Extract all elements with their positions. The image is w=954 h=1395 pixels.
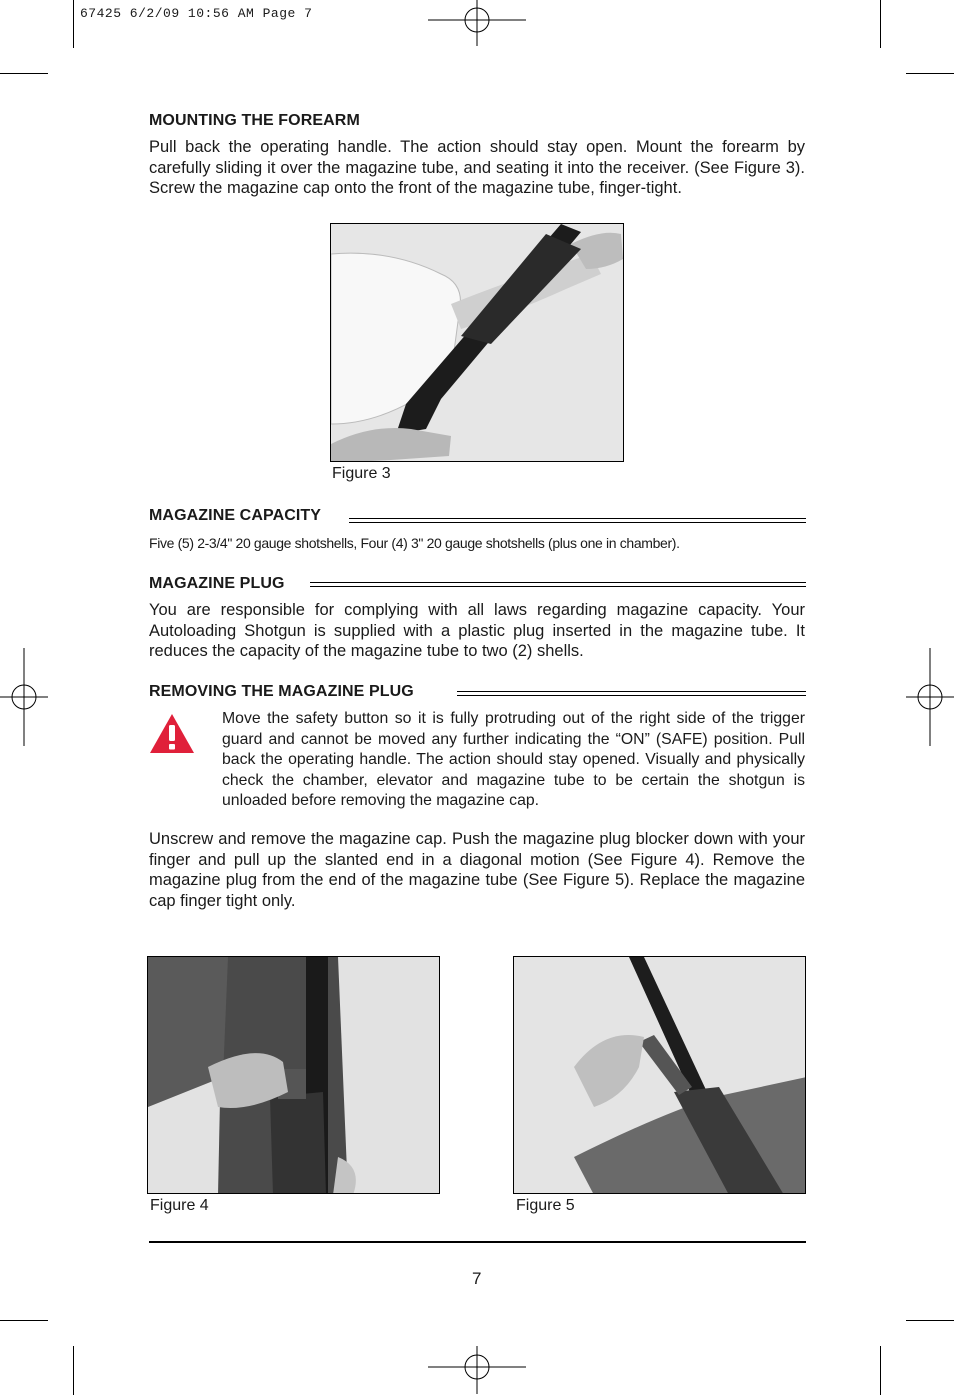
registration-mark-bottom bbox=[428, 1346, 528, 1395]
heading-removing-plug: REMOVING THE MAGAZINE PLUG bbox=[149, 683, 414, 700]
figure-5-caption: Figure 5 bbox=[516, 1197, 575, 1214]
footer-rule bbox=[149, 1241, 806, 1243]
page-number: 7 bbox=[472, 1269, 482, 1288]
capacity-text: Five (5) 2-3/4" 20 gauge shotshells, Four (4) 3" 20 gauge shotshells (plus one in chamber). bbox=[149, 535, 680, 551]
heading-magazine-capacity: MAGAZINE CAPACITY bbox=[149, 507, 322, 524]
print-slug: 67425 6/2/09 10:56 AM Page 7 bbox=[80, 6, 313, 21]
figure-4-photo bbox=[147, 956, 440, 1194]
figure-3-photo bbox=[330, 223, 624, 462]
warning-icon bbox=[148, 712, 196, 755]
figure-4-caption: Figure 4 bbox=[150, 1197, 209, 1214]
warning-paragraph: Move the safety button so it is fully protruding out of the right side of the trigger guard and cannot be moved any further indicating the “ON” (SAFE) position. Pull back the operating handle. The action should stay opened. Visually and physically check the chamber, elevator and magazine tube to be certain the shotgun is unloaded before removing the magazine cap. bbox=[222, 710, 805, 809]
registration-mark-top bbox=[428, 0, 528, 48]
registration-mark-right bbox=[904, 648, 954, 748]
figure-5-photo bbox=[513, 956, 806, 1194]
forearm-paragraph: Pull back the operating handle. The action should stay open. Mount the forearm by carefully sliding it over the magazine tube, and seating it into the receiver. (See Figure 3). Screw the magazine cap onto the front of the magazine tube, finger-tight. bbox=[149, 138, 805, 197]
heading-rule bbox=[457, 691, 806, 696]
plug-paragraph: You are responsible for complying with all laws regarding magazine capacity. Your Autoloading Shotgun is supplied with a plastic plug inserted in the magazine tube. It reduces the capacity of the magazine tube to two (2) shells. bbox=[149, 601, 805, 660]
removing-paragraph: Unscrew and remove the magazine cap. Push the magazine plug blocker down with your finger and pull up the slanted end in a diagonal motion (See Figure 4). Remove the magazine plug from the end of the magazine tube (See Figure 5). Replace the magazine cap finger tight only. bbox=[149, 830, 805, 910]
figure-3-caption: Figure 3 bbox=[332, 465, 391, 482]
heading-mounting-forearm: MOUNTING THE FOREARM bbox=[149, 112, 360, 129]
heading-rule bbox=[310, 582, 806, 587]
registration-mark-left bbox=[0, 648, 50, 748]
heading-rule bbox=[349, 518, 806, 523]
heading-magazine-plug: MAGAZINE PLUG bbox=[149, 575, 285, 592]
